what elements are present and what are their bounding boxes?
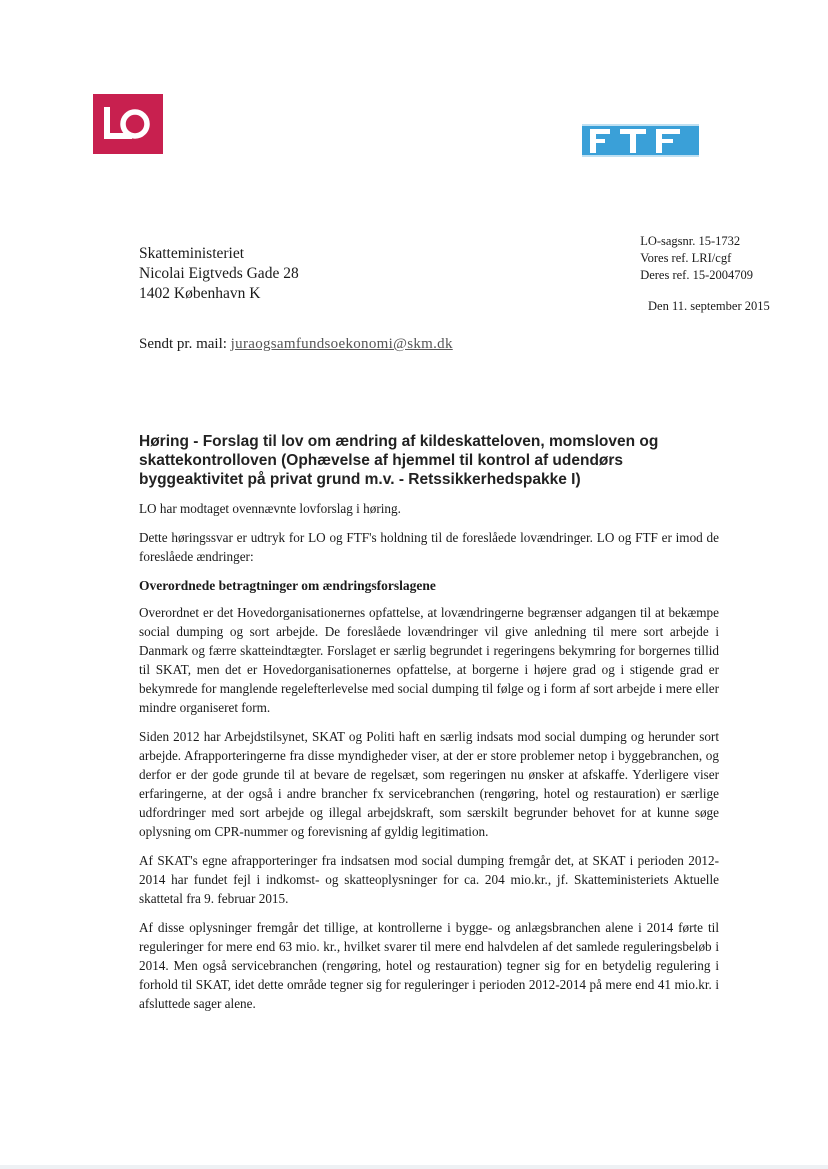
paragraph-3: Overordnet er det Hovedorganisationernes opfattelse, at lovændringerne begrænser adgangen til at bekæmpe social dumping og sort arbejde. De foreslåede lovændringer vil give anledning til mere sort arbejde i Danmark og færre skatteindtægter. Forslaget er særlig begrundet i regeringens bekymring for borgernes tillid til SKAT, men det er Hovedorganisationernes opfattelse, at borgerne i højere grad og i stigende grad er bekymrede for manglende regelefterlevelse med social dumping til følge og i form af sort arbejde i mere eller mindre organiseret form.: [139, 605, 719, 715]
email-link[interactable]: juraogsamfundsoekonomi@skm.dk: [230, 336, 453, 352]
ftf-logo-mark: [582, 124, 699, 157]
lo-logo: [93, 94, 163, 154]
our-reference: Vores ref. LRI/cgf: [640, 251, 732, 265]
sent-label: Sendt pr. mail:: [139, 336, 227, 352]
ftf-logo: [582, 124, 699, 157]
paragraph-5: Af SKAT's egne afrapporteringer fra indsatsen mod social dumping fremgår det, at SKAT i perioden 2012-2014 har fundet fejl i indkomst- og skatteoplysninger for ca. 204 mio.kr., jf. Skatteministeriets Aktuelle skattetal fra 9. februar 2015.: [139, 853, 719, 906]
letter-body: [139, 432, 719, 1023]
letter-date: Den 11. september 2015: [648, 299, 770, 313]
recipient-street: Nicolai Eigtveds Gade 28: [139, 265, 299, 282]
recipient-address: [139, 244, 299, 304]
paragraph-4: Siden 2012 har Arbejdstilsynet, SKAT og Politi haft en særlig indsats mod social dumping og herunder sort arbejde. Afrapporteringerne fra disse myndigheder viser, at der er store problemer netop i byggebranchen, og derfor er der gode grunde til at bevare de regelsæt, som regeringen nu ønsker at afskaffe. Yderligere viser erfaringerne, at der også i andre brancher fx servicebranchen (rengøring, hotel og restauration) er særlige udfordringer med sort arbejde og illegal arbejdskraft, som særskilt begrunder behovet for at kunne søge oplysning om CPR-nummer og forevisning af gyldig legitimation.: [139, 729, 719, 839]
paragraph-2: Dette høringssvar er udtryk for LO og FTF's holdning til de foreslåede lovændringer. LO og FTF er imod de foreslåede ændringer:: [139, 530, 719, 564]
scan-edge: [0, 1165, 828, 1169]
sent-by-mail: [139, 336, 453, 353]
section-heading: Overordnede betragtninger om ændringsforslagene: [139, 578, 436, 593]
paragraph-6: Af disse oplysninger fremgår det tillige, at kontrollerne i bygge- og anlægsbranchen alene i 2014 førte til reguleringer for mere end 63 mio. kr., hvilket svarer til mere end halvdelen af det samlede reguleringsbeløb i 2014. Men også servicebranchen (rengøring, hotel og restauration) tegner sig for en betydelig regulering i forhold til SKAT, idet dette område tegner sig for reguleringer i perioden 2012-2014 på mere end 41 mio.kr. i afsluttede sager alene.: [139, 920, 719, 1011]
recipient-name: Skatteministeriet: [139, 245, 245, 262]
lo-case-number: LO-sagsnr. 15-1732: [640, 234, 741, 248]
paragraph-1: LO har modtaget ovennævnte lovforslag i høring.: [139, 501, 401, 516]
reference-block: [640, 233, 753, 284]
your-reference: Deres ref. 15-2004709: [640, 268, 753, 282]
document-title: Høring - Forslag til lov om ændring af kildeskatteloven, momsloven og skattekontrolloven (Ophævelse af hjemmel til kontrol af udendørs byggeaktivitet på privat grund m.v. - Retssikkerhedspakke I): [139, 433, 659, 488]
lo-logo-mark: [93, 94, 163, 154]
recipient-city: 1402 København K: [139, 285, 261, 302]
